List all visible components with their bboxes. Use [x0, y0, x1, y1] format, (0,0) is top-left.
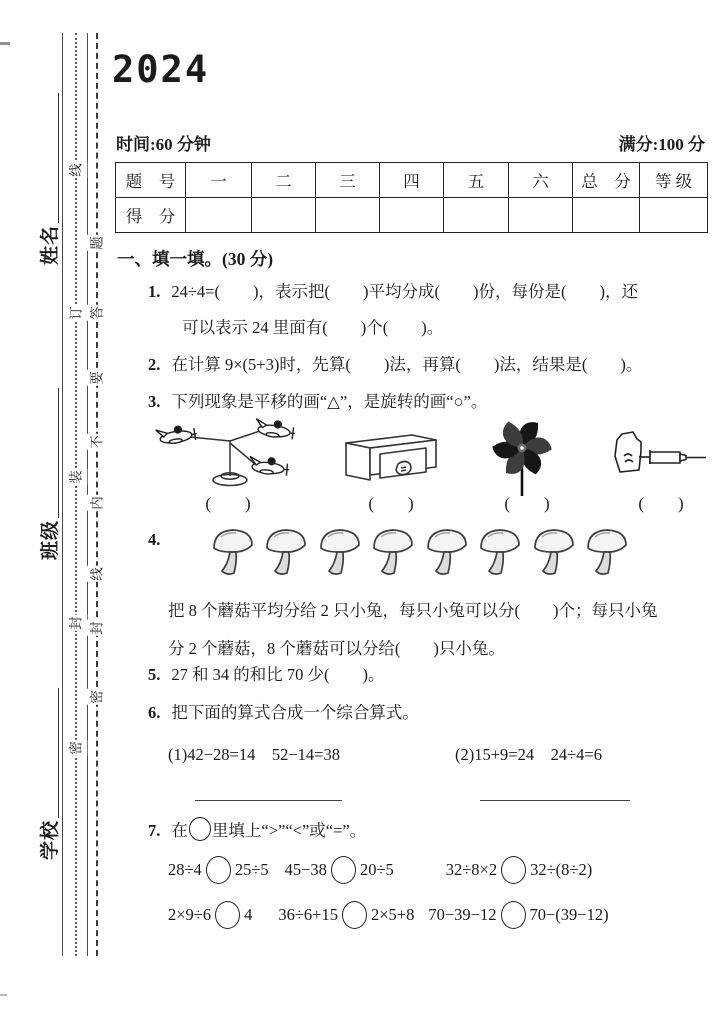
question-2 — [148, 355, 642, 376]
class-field-label: 班级 — [40, 519, 61, 560]
section-title: 一、填一填。(30 分) — [117, 249, 274, 269]
binding-line-char: 密 — [65, 740, 87, 756]
score-table-header: 六 — [509, 163, 573, 198]
comparison-left: 36÷6+15 — [278, 904, 338, 924]
question-2-text: 在计算 9×(5+3)时，先算( )法，再算( )法，结果是( )。 — [171, 355, 643, 374]
score-table-score-row — [116, 198, 708, 233]
score-table-header: 二 — [252, 163, 316, 198]
school-field-label: 学校 — [40, 819, 61, 860]
question-6-part2: (2)15+9=24 24÷4=6 — [455, 745, 602, 764]
score-table-header: 题 号 — [116, 163, 186, 198]
comparison-left: 32÷8×2 — [445, 859, 498, 879]
mushroom-icon — [263, 524, 309, 578]
score-table — [115, 162, 708, 233]
pinwheel-image — [486, 416, 558, 498]
question-1 — [148, 282, 638, 303]
question-6 — [148, 703, 419, 724]
score-table-header: 四 — [380, 163, 444, 198]
mushroom-icon — [477, 524, 523, 578]
seal-line-char: 封 — [86, 620, 108, 636]
score-table-header: 一 — [186, 163, 252, 198]
name-field-blank-line — [44, 93, 59, 223]
comparison-right: 2×5+8 — [371, 904, 415, 924]
mushroom-icon — [531, 524, 577, 578]
comparison-circle-blank — [331, 856, 356, 884]
seal-line-char: 不 — [86, 434, 108, 450]
mushroom-row — [210, 524, 630, 578]
score-table-header: 三 — [316, 163, 380, 198]
binding-line-char: 封 — [65, 615, 87, 631]
question-3-number: 3. — [148, 392, 161, 411]
hand-syringe-image — [598, 430, 708, 482]
scan-artifact-mark — [0, 994, 7, 996]
question-6-number: 6. — [148, 703, 161, 722]
question-7-row-2 — [168, 901, 609, 929]
binding-line-char: 装 — [65, 469, 87, 485]
score-table-header: 总 分 — [573, 163, 640, 198]
score-cell — [316, 198, 380, 233]
question-7-row-1 — [168, 856, 592, 884]
question-5-number: 5. — [148, 665, 161, 684]
score-cell — [444, 198, 509, 233]
comparison-circle-blank — [206, 856, 231, 884]
comparison-left: 70−39−12 — [428, 904, 497, 924]
score-row-label: 得 分 — [116, 198, 186, 233]
comparison-right: 70−(39−12) — [529, 904, 609, 924]
toy-plane-icon — [156, 423, 198, 445]
binding-line-char: 订 — [65, 305, 87, 321]
name-field — [38, 93, 62, 265]
comparison-right: 20÷5 — [359, 859, 394, 879]
class-field-blank-line — [44, 388, 59, 518]
question-7-number: 7. — [148, 821, 161, 840]
question-6-part1: (1)42−28=14 52−14=38 — [168, 745, 340, 764]
question-7-text-prefix: 在 — [171, 821, 188, 840]
toy-plane-icon — [254, 418, 296, 439]
answer-blank-line — [195, 800, 342, 801]
score-table-header: 五 — [444, 163, 509, 198]
score-cell — [573, 198, 640, 233]
comparison-right: 25÷5 — [234, 859, 269, 879]
school-field — [38, 688, 62, 860]
class-field — [38, 388, 62, 560]
seal-line-char: 内 — [86, 495, 108, 511]
comparison-left: 45−38 — [284, 859, 327, 879]
time-limit-label: 时间:60 分钟 — [116, 135, 211, 154]
full-score-label: 满分:100 分 — [618, 135, 705, 154]
score-cell — [509, 198, 573, 233]
question-1-continuation — [182, 318, 443, 339]
question-5 — [148, 665, 385, 686]
school-field-blank-line — [44, 688, 59, 818]
name-field-label: 姓名 — [40, 224, 61, 265]
scan-artifact-mark — [0, 42, 10, 45]
question-1-text: 24÷4=( )，表示把( )平均分成( )份，每份是( )，还 — [171, 282, 638, 301]
mushroom-icon — [424, 524, 470, 578]
comparison-circle-blank — [501, 856, 526, 884]
comparison-left: 28÷4 — [168, 859, 202, 879]
figure-answer-paren: ( ) — [638, 494, 684, 513]
score-cell — [640, 198, 708, 233]
question-6-text: 把下面的算式合成一个综合算式。 — [171, 703, 419, 722]
comparison-right: 32÷(8÷2) — [530, 859, 593, 879]
toy-plane-icon — [249, 456, 290, 476]
question-4 — [148, 530, 171, 551]
comparison-left: 2×9÷6 — [168, 904, 212, 924]
mushroom-icon — [210, 524, 256, 578]
exam-year: 2024 — [112, 48, 210, 91]
seal-line-char: 要 — [86, 370, 108, 386]
score-table-header-row — [116, 163, 708, 198]
mushroom-icon — [370, 524, 416, 578]
score-cell — [252, 198, 316, 233]
score-cell — [186, 198, 252, 233]
answer-blank-line — [480, 800, 630, 801]
drawer-pull-image — [338, 427, 442, 493]
mushroom-icon — [317, 524, 363, 578]
fill-circle-icon — [189, 817, 211, 841]
score-table-header: 等 级 — [640, 163, 708, 198]
question-5-text: 27 和 34 的和比 70 少( )。 — [171, 665, 385, 684]
question-3-text: 下列现象是平移的画“△”，是旋转的画“○”。 — [171, 392, 488, 411]
seal-line-char: 题 — [86, 235, 108, 251]
question-7 — [148, 817, 366, 842]
question-7-text-suffix: 里填上“>”“<”或“=”。 — [211, 821, 367, 840]
question-1-number: 1. — [148, 282, 161, 301]
figure-answer-paren: ( ) — [504, 494, 550, 513]
comparison-circle-blank — [342, 901, 367, 929]
question-4-text-line2: 分 2 个蘑菇，8 个蘑菇可以分给( )只小兔。 — [168, 639, 505, 658]
seal-line-char: 密 — [86, 689, 108, 705]
question-4-number: 4. — [148, 530, 161, 549]
question-1-text-line2: 可以表示 24 里面有( )个( )。 — [182, 318, 444, 337]
mushroom-icon — [584, 524, 630, 578]
binding-border-line — [62, 33, 63, 956]
plane-carousel-image — [146, 418, 314, 494]
figure-answer-paren: ( ) — [368, 494, 414, 513]
binding-line-char: 线 — [65, 162, 87, 178]
question-2-number: 2. — [148, 355, 161, 374]
seal-line-char: 线 — [86, 566, 108, 582]
comparison-right: 4 — [244, 904, 253, 924]
seal-line-char: 答 — [86, 305, 108, 321]
question-4-text-line1: 把 8 个蘑菇平均分给 2 只小兔，每只小兔可以分( )个；每只小兔 — [168, 601, 658, 620]
comparison-circle-blank — [215, 901, 240, 929]
question-3 — [148, 392, 487, 413]
score-cell — [380, 198, 444, 233]
comparison-circle-blank — [501, 901, 526, 929]
figure-answer-paren: ( ) — [205, 494, 251, 513]
